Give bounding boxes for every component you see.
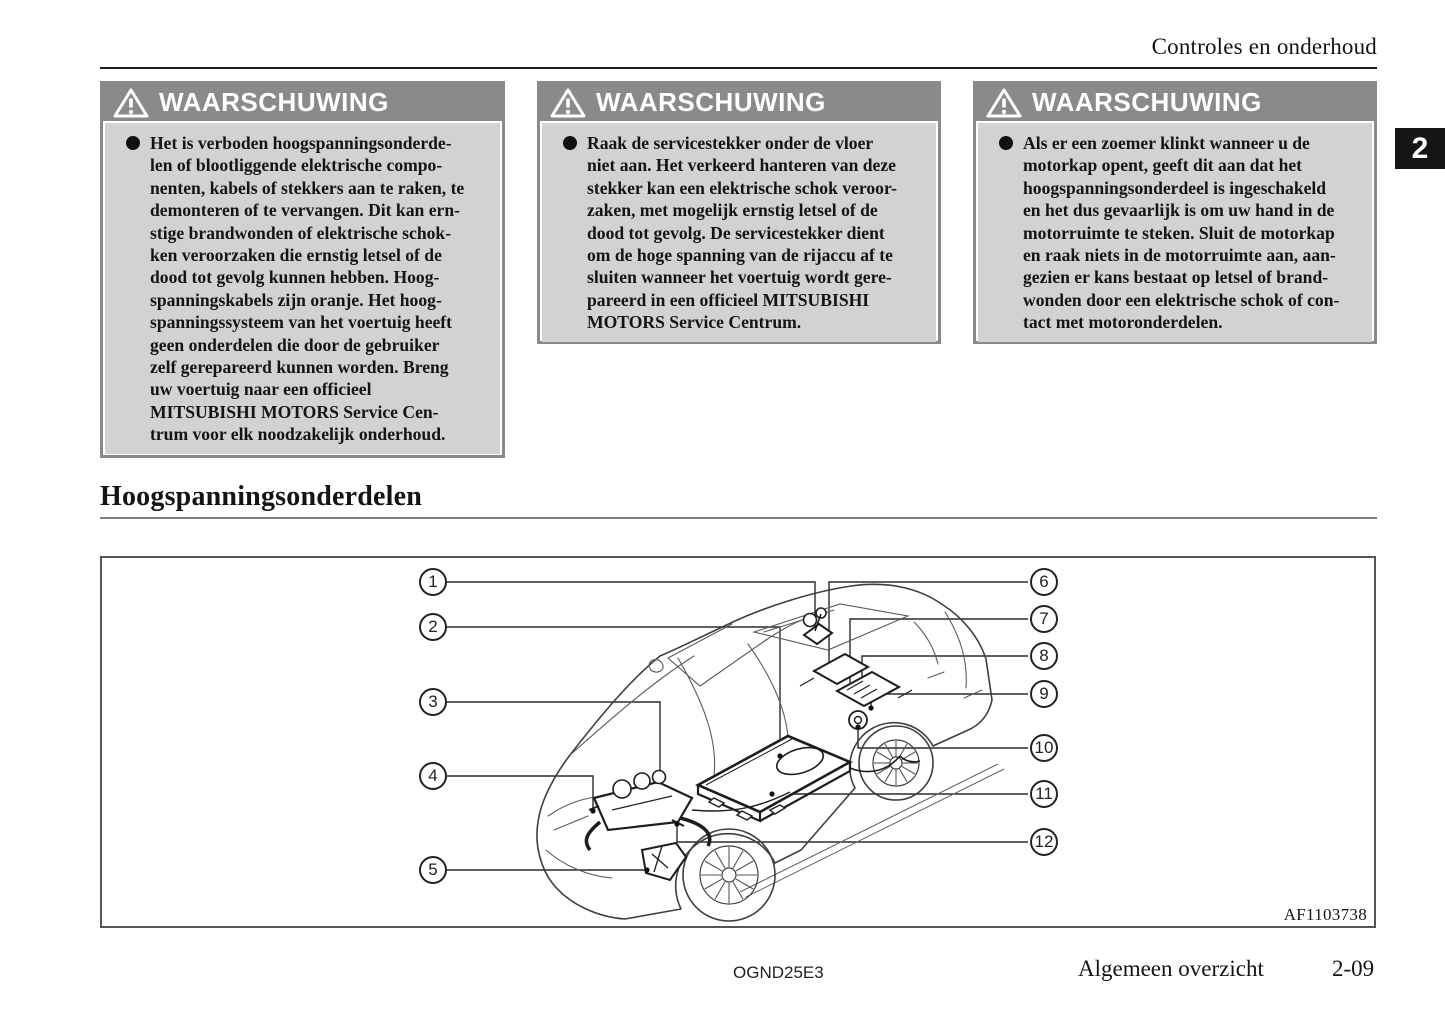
warning-title: WAARSCHUWING [596,87,826,117]
warning-text-line: stekker kan een elektrische schok veroor- [587,177,897,198]
warning-title: WAARSCHUWING [159,87,389,117]
callout-6: 6 [1030,568,1058,596]
warning-text-line: niet aan. Het verkeerd hanteren van deze [587,155,896,176]
warning-item [562,132,926,334]
warning-text-line: MOTORS Service Centrum. [587,312,802,333]
bullet-icon [126,136,140,150]
warning-text-line: Het is verboden hoogspanningsonderde- [150,133,452,153]
warning-text-line: motorkap opent, geeft dit aan dat het [1023,155,1303,176]
warning-item [998,132,1362,334]
warning-text-line: dood tot gevolg kunnen hebben. Hoog- [150,267,440,288]
warning-triangle-icon [986,87,1022,119]
figure-code: AF1103738 [1283,905,1367,924]
callout-10: 10 [1030,734,1058,762]
warning-box-3 [973,81,1377,344]
warning-item [125,132,490,446]
callout-2: 2 [419,613,447,641]
warning-text-line: len of blootliggende elektrische compo- [150,155,443,176]
chapter-tab [1395,128,1445,169]
callout-3: 3 [419,688,447,716]
page-header-title: Controles en onderhoud [1151,34,1377,59]
section-heading: Hoogspanningsonderdelen [100,481,423,512]
header-rule [100,67,1377,69]
figure-box [100,556,1376,928]
section-heading-rule [100,517,1377,519]
warning-text-line: demonteren of te vervangen. Dit kan ern- [150,200,460,221]
warning-triangle-icon [550,87,586,119]
callout-9: 9 [1030,680,1058,708]
warning-title-bar [540,84,938,121]
warning-text-line: sluiten wanneer het voertuig wordt gere- [587,267,892,288]
footer-page-number: 2-09 [1332,956,1375,981]
car-diagram [102,558,1374,926]
warning-title-bar [103,84,502,121]
warning-text-line: en het dus gevaarlijk is om uw hand in de [1023,200,1335,221]
warning-text-line: Als er een zoemer klinkt wanneer u de [1023,133,1310,153]
warning-text-line: tact met motoronderdelen. [1023,312,1223,333]
callout-12: 12 [1030,828,1058,856]
warning-triangle-icon [113,87,149,119]
warning-text-line: en raak niets in de motorruimte aan, aan- [1023,245,1336,266]
warning-text-line: Raak de servicestekker onder de vloer [587,133,874,153]
callout-4: 4 [419,762,447,790]
warning-text-line: uw voertuig naar een officieel [150,379,372,400]
bullet-icon [563,136,577,150]
footer-chapter-label: Algemeen overzicht [1078,956,1264,981]
callout-8: 8 [1030,642,1058,670]
bullet-icon [999,136,1013,150]
warning-title: WAARSCHUWING [1032,87,1262,117]
warning-box-2 [537,81,941,344]
warning-text-line: spanningskabels zijn oranje. Het hoog- [150,289,442,310]
warning-text-line: wonden door een elektrische schok of con- [1023,289,1340,310]
callout-11: 11 [1030,780,1058,808]
warning-text-line: MITSUBISHI MOTORS Service Cen- [150,401,439,422]
warning-body [542,123,936,342]
warning-text-line: zelf gerepareerd kunnen worden. Breng [150,357,449,378]
warning-body [978,123,1372,342]
chapter-tab-number: 2 [1411,131,1429,165]
warning-text-line: hoogspanningsonderdeel is ingeschakeld [1023,177,1327,198]
warning-title-bar [976,84,1374,121]
warning-text-line: spanningssysteem van het voertuig heeft [150,312,453,333]
warning-text-line: trum voor elk noodzakelijk onderhoud. [150,424,446,445]
callout-7: 7 [1030,605,1058,633]
warning-text-line: pareerd in een officieel MITSUBISHI [587,289,870,310]
warning-text-line: ken veroorzaken die ernstig letsel of de [150,245,442,266]
warning-text-line: geen onderdelen die door de gebruiker [150,334,440,355]
footer-doc-code: OGND25E3 [733,963,824,982]
warning-text-line: zaken, met mogelijk ernstig letsel of de [587,200,878,221]
warning-body [105,123,500,454]
warning-text-line: motorruimte te steken. Sluit de motorkap [1023,222,1335,243]
warning-text-line: stige brandwonden of elektrische schok- [150,222,452,243]
warning-box-1 [100,81,505,458]
callout-5: 5 [419,856,447,884]
warning-text-line: om de hoge spanning van de rijaccu af te [587,245,893,266]
warning-text-line: gezien er kans bestaat op letsel of brand- [1023,267,1329,288]
warning-text-line: dood tot gevolg. De servicestekker dient [587,222,885,243]
warning-text-line: nenten, kabels of stekkers aan te raken, te [150,177,465,198]
callout-1: 1 [419,568,447,596]
